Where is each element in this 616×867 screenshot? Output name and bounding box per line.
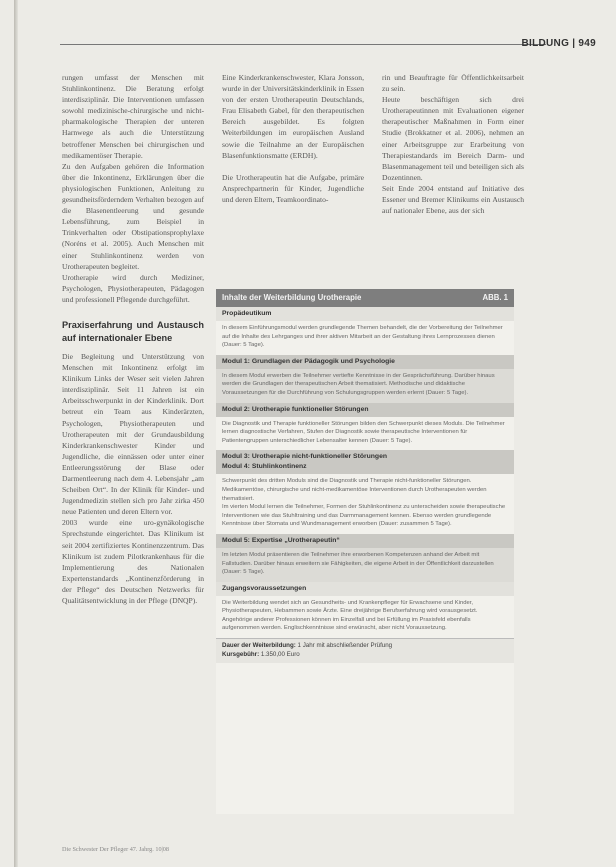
box-section-head: Zugangsvoraussetzungen [216, 582, 514, 596]
fee-value: 1.350,00 Euro [260, 650, 300, 658]
box-section-head: Modul 1: Grundlagen der Pädagogik und Psychologie [216, 355, 514, 369]
box-section-body: In diesem Einführungsmodul werden grundlegende Themen behandelt, die der Vorbereitung der Teilnehmer auf die Inhalte des Lehrganges und ihrer aktiven Mitarbeit an der Gestaltung ihres Lernprozesses dienen (Dauer: 5 Tage). [222, 325, 503, 349]
text-column-1 [62, 72, 204, 606]
box-section-head: Modul 5: Expertise „Urotherapeutin“ [216, 534, 514, 548]
paragraph: 2003 wurde eine uro-gynäkologische Sprechstunde eingerichtet. Das Klinikum ist seit 2004 zertifiziertes Kontinenzzentrum. Das Klinikum ist zudem Pilotkrankenhaus für die Implementierung des Nationalen Expertenstandards „Kontinenzförderung in der Pflege“ des Deutschen Netzwerks für Qualitätsentwicklung in der Pflege (DNQP). [62, 518, 204, 606]
paragraph: Heute beschäftigen sich drei Urotherapeutinnen mit Evaluationen eigener therapeutischer Maßnahmen in Form einer Studie (Brokkatner et al. 2006), nehmen an einer Arbeitsgruppe zur Erarbeitung von Therapiestandards im Bereich Darm- und Blasenmanagement teil und beteiligen sich als Dozentinnen. [382, 95, 524, 182]
page-footer-note: Die Schwester Der Pfleger 47. Jahrg. 10|08 [62, 846, 169, 853]
paragraph: Die Begleitung und Unterstützung von Menschen mit Inkontinenz erfolgt im Klinikum Links der Weser seit vielen Jahren interdisziplinär. Seit 11 Jahren ist ein Arbeitsschwerpunkt in der Kinderklinik. Dort betreut ein Team aus Kinderärzten, Psychologen, Physiotherapeuten und Urotherapeuten mit der Grundausbildung Kinderkrankenschwester Kinder und Jugendliche, die einnässen oder unter einer Entleerungsstörung der Blase oder Darmentleerung nach dem 4. Lebensjahr „am Scheiben Ort“. In der Klinik für Kinder- und Jugendmedizin stellen sich pro Jahr zirka 450 neue Patienten und deren Eltern vor. [62, 351, 204, 517]
info-box-title: Inhalte der Weiterbildung Urotherapie [222, 293, 362, 302]
box-section-body: Schwerpunkt des dritten Moduls sind die Diagnostik und Therapie nicht-funktioneller Störungen. Medikamentöse, chirurgische und nicht-medikamentöse Interventionen durch Urotherapeuten werden thematisiert. Im vierten Modul lernen die Teilnehmer, Formen der Stuhlinkontinenz zu unterscheiden sowie therapeutische Interventionen wie das Stuhltraining und das Darmmanagement kennen. Ebenso werden grundlegende Kenntnisse über Stomata und Wundmanagement erworben (Dauer: zusammen 5 Tage). [222, 478, 506, 528]
box-section-body: Die Diagnostik und Therapie funktioneller Störungen bilden den Schwerpunkt dieses Moduls. Die Teilnehmer lernen diagnostische Verfahren, Stufen der Diagnostik sowie therapeutische Interventionen für Patientengruppen unterschiedlicher Lebensalter kennen (Dauer: 5 Tage). [222, 420, 505, 444]
section-heading: Praxiserfahrung und Austausch auf internationaler Ebene [62, 319, 204, 343]
info-box-weiterbildung [216, 289, 514, 814]
box-section-head: Modul 2: Urotherapie funktioneller Störungen [216, 403, 514, 417]
text-column-3 [382, 72, 524, 216]
paragraph: rungen umfasst der Menschen mit Stuhlinkontinenz. Die Beratung erfolgt interdisziplinär. Die Interventionen umfassen sowohl medizinische-chirurgische und nicht-pharmakologische Therapien der unteren Harnwege als auch die Unterstützung betroffener Menschen bei chirurgischen und medikamentöser Therapie. [62, 73, 204, 160]
running-head: BILDUNG | 949 [521, 38, 596, 49]
figure-tag: ABB. 1 [482, 293, 508, 302]
duration-label: Dauer der Weiterbildung: [222, 642, 296, 650]
header-rule [60, 44, 546, 45]
duration-value: 1 Jahr mit abschließender Prüfung [297, 642, 393, 650]
info-box-title-bar [216, 289, 514, 307]
paragraph: Urotherapie wird durch Mediziner, Psychologen, Physiotherapeuten, Pädagogen und professionell Pflegende durchgeführt. [62, 272, 204, 304]
paragraph: Die Urotherapeutin hat die Aufgabe, primäre Ansprechpartnerin für Kinder, Jugendliche und deren Eltern, Teamkoordinato- [222, 172, 364, 204]
paragraph: rin und Beauftragte für Öffentlichkeitsarbeit zu sein. [382, 73, 524, 94]
page-binding-edge [14, 0, 18, 867]
paragraph: Seit Ende 2004 entstand auf Initiative des Essener und Bremer Klinikums ein Austausch auf nationaler Ebene, aus der sich [382, 183, 524, 216]
fee-label: Kursgebühr: [222, 650, 260, 658]
paragraph: Zu den Aufgaben gehören die Information über die Inkontinenz, Erklärungen über die physiologischen Funktionen, Anleitung zu gesundheitsförderndem Verhalten bezogen auf die Blasenentleerung und gesunde Lebensführung, zum Beispiel in Trinkverhalten oder Obstipationsprophylaxe (Noréns et al. 2005). Auch Menschen mit einer Stuhlinkontinenz werden von Urotherapeuten begleitet. [62, 161, 204, 271]
paragraph: Eine Kinderkrankenschwester, Klara Jonsson, wurde in der Universitätskinderklinik in Essen von der ersten Urotherapeutin Deutschlands, Frau Elisabeth Gabel, für den therapeutischen Bereich ausgebildet. Es folgten Weiterbildungen im europäischen Ausland sowie die Teilnahme an der Europäischen Blasenfunktionsmatte (ERDH). [222, 73, 364, 160]
box-section-body: Im letzten Modul präsentieren die Teilnehmer ihre erworbenen Kompetenzen anhand der Arbeit mit Fallstudien. Darüber hinaus erweitern sie Fähigkeiten, die eigene Arbeit in der Öffentlichkeit darzustellen (Dauer: 5 Tage). [216, 548, 514, 582]
box-section-head: Propädeutikum [216, 307, 514, 321]
box-section-body: Die Weiterbildung wendet sich an Gesundheits- und Krankenpfleger für Erwachsene und Kinder, Physiotherapeuten, Hebammen sowie Ärzte. Eine dreijährige Berufserfahrung wird vorausgesetzt. Angehörige anderer Professionen können im Einzelfall und bei Erfüllung im Praxisfeld ebenfalls aufgenommen werden. Englischkenntnisse sind erwünscht, aber nicht Voraussetzung. [222, 599, 478, 632]
box-section-head: Modul 3: Urotherapie nicht-funktioneller Störungen Modul 4: Stuhlinkontinenz [216, 450, 514, 474]
box-section-body: In diesem Modul erwerben die Teilnehmer vertiefte Kenntnisse in der Gesprächsführung. Darüber hinaus werden die Grundlagen der therapeutischen Arbeit thematisiert. Methodische und didaktische Voraussetzungen für die Durchführung von Schulungsgruppen werden erlernt (Dauer: 5 Tage). [216, 369, 514, 403]
box-footer [216, 638, 514, 663]
text-column-2 [222, 72, 364, 205]
